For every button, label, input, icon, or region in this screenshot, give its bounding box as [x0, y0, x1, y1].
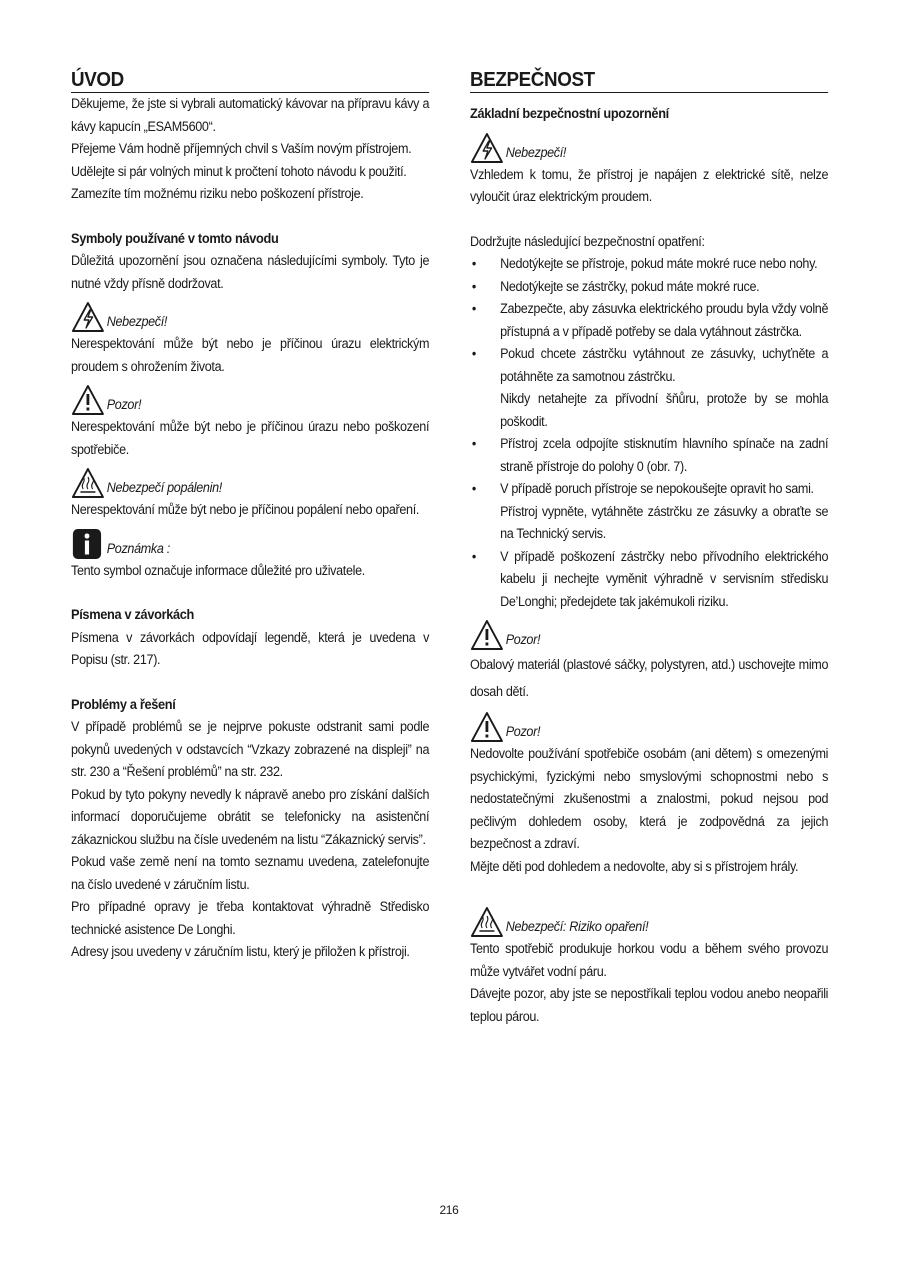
problems-paragraph: Adresy jsou uvedeny v záručním listu, který je přiložen k přístroji. [71, 944, 410, 959]
caution-notice [470, 705, 828, 743]
letters-text: Písmena v závorkách odpovídají legendě, která je uvedena v Popisu (str. 217). [71, 629, 430, 667]
exclamation-warning-icon [470, 711, 504, 743]
right-column [470, 68, 828, 1028]
list-item-extra: Nikdy netahejte za přívodní šňůru, protože by se mohla poškodit. [500, 391, 829, 429]
caution-text: Obalový materiál (plastové sáčky, polystyren, atd.) uschovejte mimo dosah dětí. [470, 657, 829, 699]
caution-text: Mějte děti pod dohledem a nedovolte, aby si s přístrojem hrály. [470, 858, 799, 874]
list-item: • Nedotýkejte se přístroje, pokud máte mokré ruce nebo nohy. [470, 253, 828, 276]
intro-paragraph: Přejeme Vám hodně příjemných chvil s Vaším novým přístrojem. [71, 141, 412, 156]
list-item-extra: Přístroj vypněte, vytáhněte zástrčku ze zásuvky a obraťte se na Technický servis. [500, 503, 829, 541]
hot-surface-warning-icon [470, 906, 504, 938]
problems-paragraph: Pokud by tyto pokyny nevedly k nápravě anebo pro získání dalších informací doporučujeme obrátit se telefonicky na asistenční zákaznickou službu na čísle uvedeném na listu “Zákaznický servis”. [71, 786, 430, 847]
caution-notice [470, 613, 828, 651]
precautions-intro: Dodržujte následující bezpečnostní opatření: [470, 233, 705, 249]
exclamation-warning-icon [71, 384, 105, 416]
electric-warning-icon [470, 132, 504, 164]
danger-text: Vzhledem k tomu, že přístroj je napájen z elektrické sítě, nelze vyloučit úraz elektrickým proudem. [470, 166, 829, 204]
symbols-text: Důležitá upozornění jsou označena následujícími symboly. Tyto je nutné vždy přísně dodržovat. [71, 253, 430, 291]
caution-label: Pozor! [505, 724, 541, 739]
caution-label: Pozor! [505, 632, 541, 647]
section-title-uvod: ÚVOD [71, 68, 429, 93]
list-item-text: V případě poruch přístroje se nepokoušejte opravit ho sami. [500, 481, 814, 496]
intro-paragraph: Zamezíte tím možnému riziku nebo poškození přístroje. [71, 186, 364, 201]
left-column [71, 68, 429, 964]
problems-heading: Problémy a řešení [71, 696, 176, 712]
caution-text: Nedovolte používání spotřebiče osobám (ani dětem) s omezenými psychickými, fyzickými nebo smyslovými schopnostmi nebo s nedostatečnými zkušenostmi a znalostmi, pokud nejsou pod pečlivým dohledem osoby, která je zodpovědná za jejich bezpečnost a zdraví. [470, 746, 829, 851]
note-text: Tento symbol označuje informace důležité pro uživatele. [71, 562, 365, 578]
scald-text: Dávejte pozor, aby jste se nepostříkali teplou vodou anebo neopařili teplou párou. [470, 986, 829, 1024]
problems-paragraph: Pro případné opravy je třeba kontaktovat výhradně Středisko technické asistence De Longhi. [71, 899, 430, 937]
symbols-heading: Symboly používané v tomto návodu [71, 230, 279, 246]
list-item: • Zabezpečte, aby zásuvka elektrického proudu byla vždy volně přístupná a v případě potřeby se dala vytáhnout zástrčka. [470, 298, 828, 343]
list-item: • Přístroj zcela odpojíte stisknutím hlavního spínače na zadní straně přístroje do polohy 0 (obr. 7). [470, 433, 828, 478]
list-item: • Nedotýkejte se zástrčky, pokud máte mokré ruce. [470, 276, 828, 299]
caution-text: Nerespektování může být nebo je příčinou úrazu nebo poškození spotřebiče. [71, 419, 430, 457]
burn-notice [71, 461, 429, 499]
electric-warning-icon [71, 301, 105, 333]
scald-text: Tento spotřebič produkuje horkou vodu a během svého provozu může vytvářet vodní páru. [470, 941, 829, 979]
caution-notice [71, 378, 429, 416]
problems-paragraph: Pokud vaše země není na tomto seznamu uvedena, zatelefonujte na číslo uvedené v záručním listu. [71, 854, 430, 892]
scald-label: Nebezpečí: Riziko opaření! [505, 919, 649, 934]
info-icon [71, 528, 105, 560]
burn-text: Nerespektování může být nebo je příčinou popálení nebo opaření. [71, 502, 420, 517]
letters-heading: Písmena v závorkách [71, 607, 195, 622]
list-item: • V případě poškození zástrčky nebo přívodního elektrického kabelu ji nechejte vyměnit výhradně v servisním středisku De’Longhi; předejdete tak jakémukoli riziku. [470, 546, 828, 614]
precautions-list [470, 253, 828, 613]
list-item [470, 478, 828, 546]
problems-paragraph: V případě problémů se je nejprve pokuste odstranit sami podle pokynů uvedených v odstavcích “Vzkazy zobrazené na displeji” na str. 230 a “Řešení problémů” na str. 232. [71, 719, 430, 779]
list-item [470, 343, 828, 433]
exclamation-warning-icon [470, 619, 504, 651]
intro-paragraph: Udělejte si pár volných minut k pročtení tohoto návodu k použití. [71, 163, 407, 179]
note-label: Poznámka : [106, 540, 170, 556]
danger-label: Nebezpečí! [505, 144, 567, 160]
intro-paragraph: Děkujeme, že jste si vybrali automatický kávovar na přípravu kávy a kávy kapucín „ESAM5600“. [71, 96, 430, 134]
scald-notice [470, 900, 828, 938]
page-number: 216 [439, 1203, 459, 1217]
burn-label: Nebezpečí popálenin! [106, 480, 222, 495]
hot-surface-warning-icon [71, 467, 105, 499]
section-title-bezpecnost: BEZPEČNOST [470, 68, 828, 93]
note-notice [71, 522, 429, 560]
danger-label: Nebezpečí! [106, 314, 168, 329]
danger-notice [71, 295, 429, 333]
caution-label: Pozor! [106, 397, 142, 412]
safety-subheading: Základní bezpečnostní upozornění [470, 106, 669, 121]
list-item-text: Pokud chcete zástrčku vytáhnout ze zásuvky, uchyťněte a potáhněte za samotnou zástrčku. [500, 346, 829, 384]
danger-text: Nerespektování může být nebo je příčinou úrazu elektrickým proudem s ohrožením života. [71, 336, 430, 374]
danger-notice [470, 126, 828, 164]
